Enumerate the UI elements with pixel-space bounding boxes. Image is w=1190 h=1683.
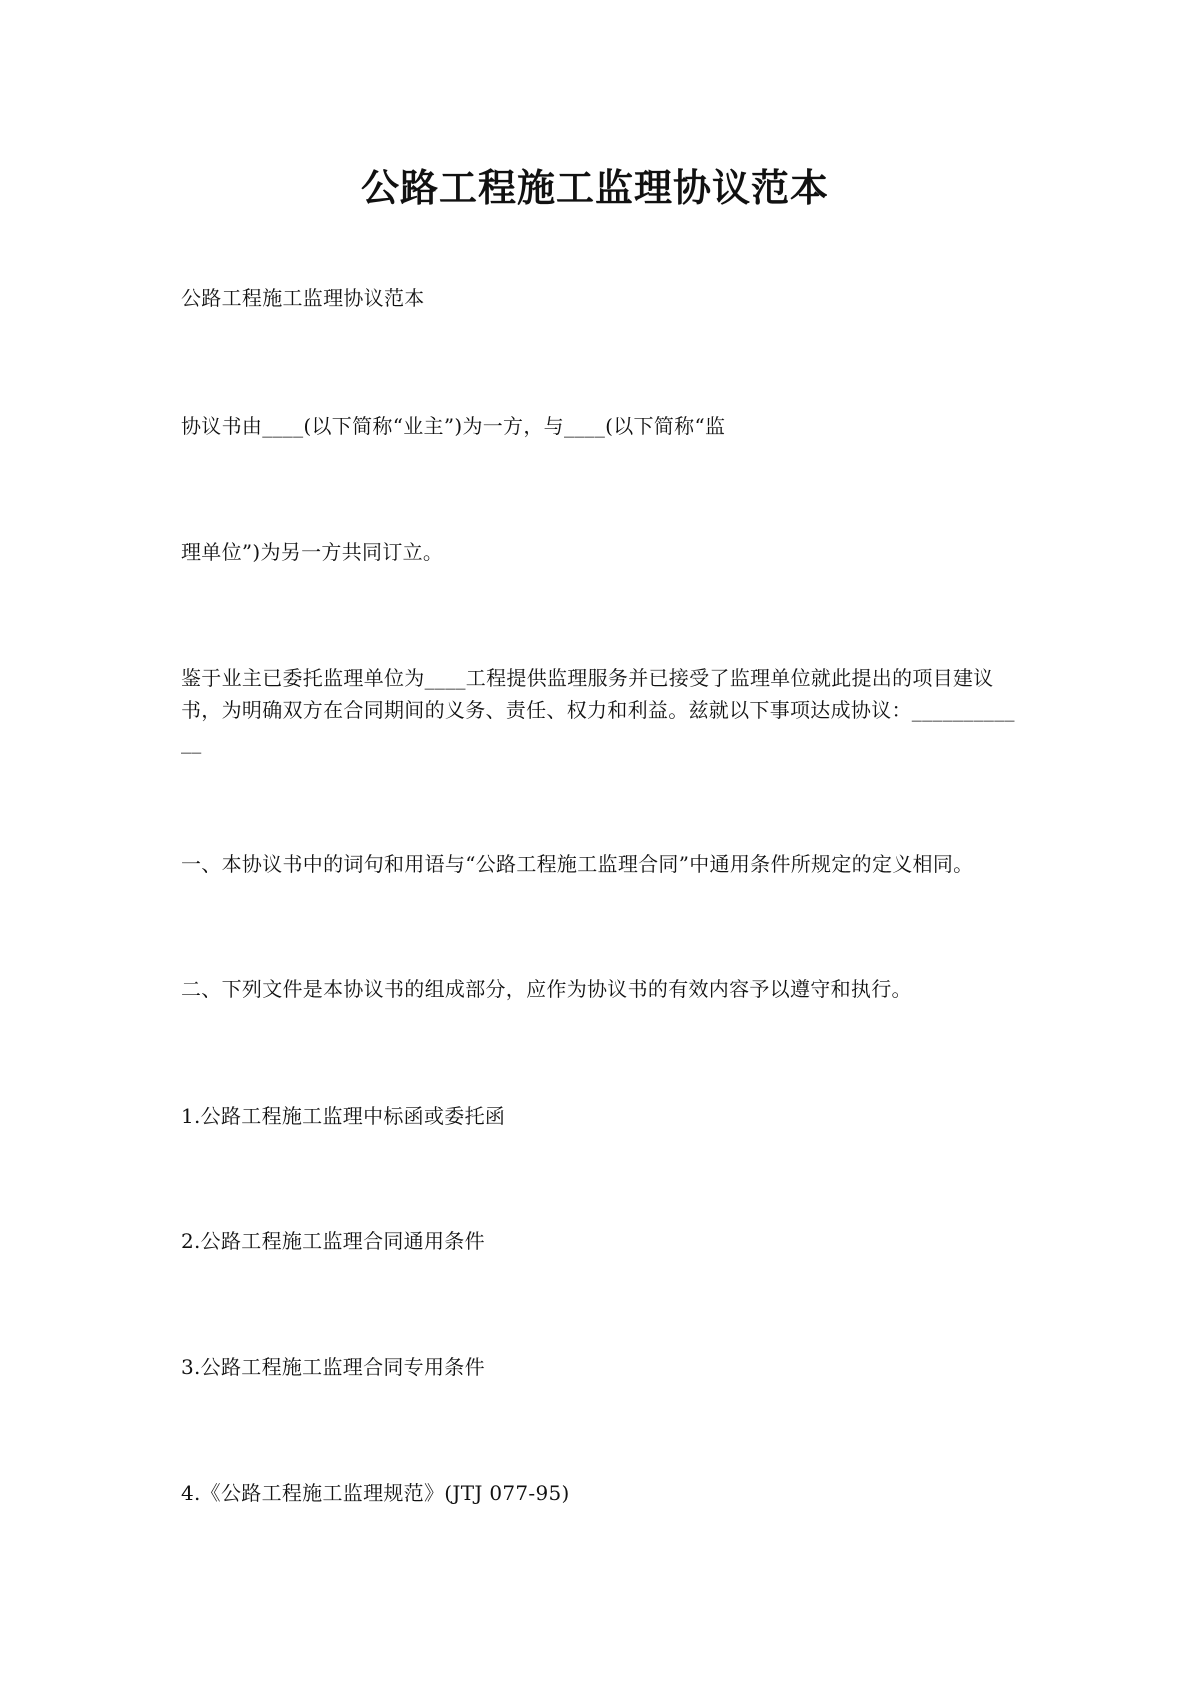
list-item-3: 3.公路工程施工监理合同专用条件 (181, 1355, 485, 1379)
list-item-1: 1.公路工程施工监理中标函或委托函 (181, 1104, 506, 1128)
paragraph-subtitle: 公路工程施工监理协议范本 (181, 286, 425, 310)
paragraph-clause-2: 二、下列文件是本协议书的组成部分，应作为协议书的有效内容予以遵守和执行。 (181, 977, 912, 1001)
paragraph-whereas: 鉴于业主已委托监理单位为____工程提供监理服务并已接受了监理单位就此提出的项目建议书，为明确双方在合同期间的义务、责任、权力和利益。兹就以下事项达成协议：____________ (181, 666, 1015, 754)
paragraph-clause-1: 一、本协议书中的词句和用语与“公路工程施工监理合同”中通用条件所规定的定义相同。 (181, 852, 974, 876)
list-item-2: 2.公路工程施工监理合同通用条件 (181, 1229, 485, 1253)
document-title: 公路工程施工监理协议范本 (360, 165, 829, 210)
paragraph-intro-line-1: 协议书由____(以下简称“业主”)为一方，与____(以下简称“监 (181, 414, 726, 438)
list-item-4: 4.《公路工程施工监理规范》(JTJ 077-95) (181, 1481, 570, 1505)
paragraph-intro-line-2: 理单位”)为另一方共同订立。 (181, 540, 444, 564)
